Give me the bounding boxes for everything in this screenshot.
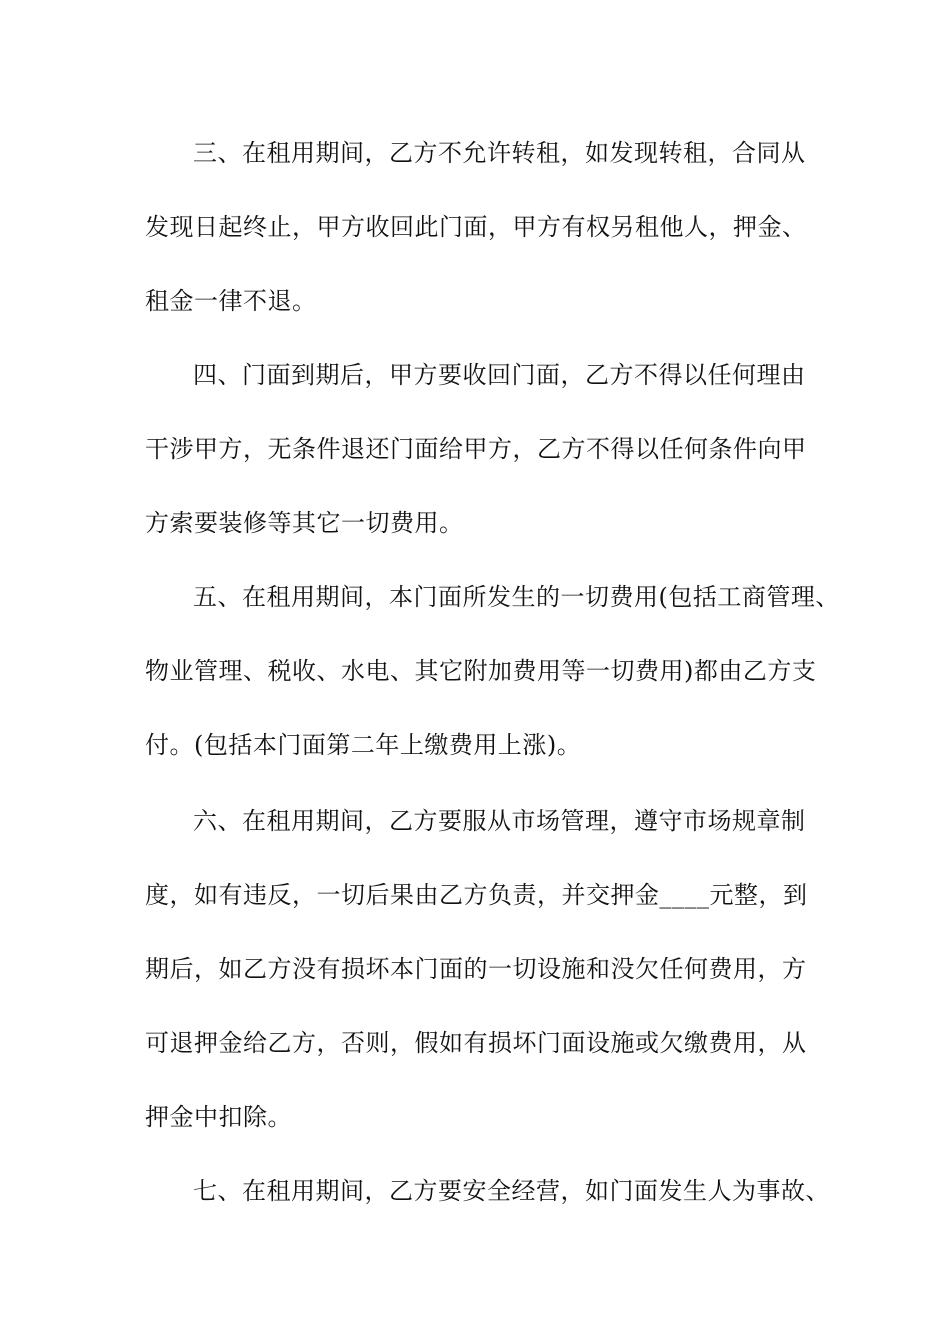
clause-5-line-2: 物业管理、税收、水电、其它附加费用等一切费用)都由乙方支: [145, 657, 817, 685]
clause-6-line-1: 六、在租用期间，乙方要服从市场管理，遵守市场规章制: [193, 807, 806, 835]
clause-6-line-5: 押金中扣除。: [145, 1103, 292, 1131]
clause-4-line-3: 方索要装修等其它一切费用。: [145, 509, 464, 537]
clause-6-line-4: 可退押金给乙方，否则，假如有损坏门面设施或欠缴费用，从: [145, 1029, 807, 1057]
clause-3-line-3: 租金一律不退。: [145, 287, 317, 315]
clause-4-line-2: 干涉甲方，无条件退还门面给甲方，乙方不得以任何条件向甲: [145, 435, 807, 463]
clause-5-line-3: 付。(包括本门面第二年上缴费用上涨)。: [145, 731, 582, 759]
clause-4-line-1: 四、门面到期后，甲方要收回门面，乙方不得以任何理由: [193, 361, 806, 389]
clause-3-line-1: 三、在租用期间，乙方不允许转租，如发现转租，合同从: [193, 139, 806, 167]
clause-7-line-1: 七、在租用期间，乙方要安全经营，如门面发生人为事故、: [193, 1177, 830, 1205]
clause-6-line-2: 度，如有违反，一切后果由乙方负责，并交押金____元整，到: [145, 881, 808, 909]
clause-6-line-3: 期后，如乙方没有损坏本门面的一切设施和没欠任何费用，方: [145, 955, 807, 983]
clause-5-line-1: 五、在租用期间，本门面所发生的一切费用(包括工商管理、: [193, 583, 840, 611]
clause-3-line-2: 发现日起终止，甲方收回此门面，甲方有权另租他人，押金、: [145, 213, 807, 241]
